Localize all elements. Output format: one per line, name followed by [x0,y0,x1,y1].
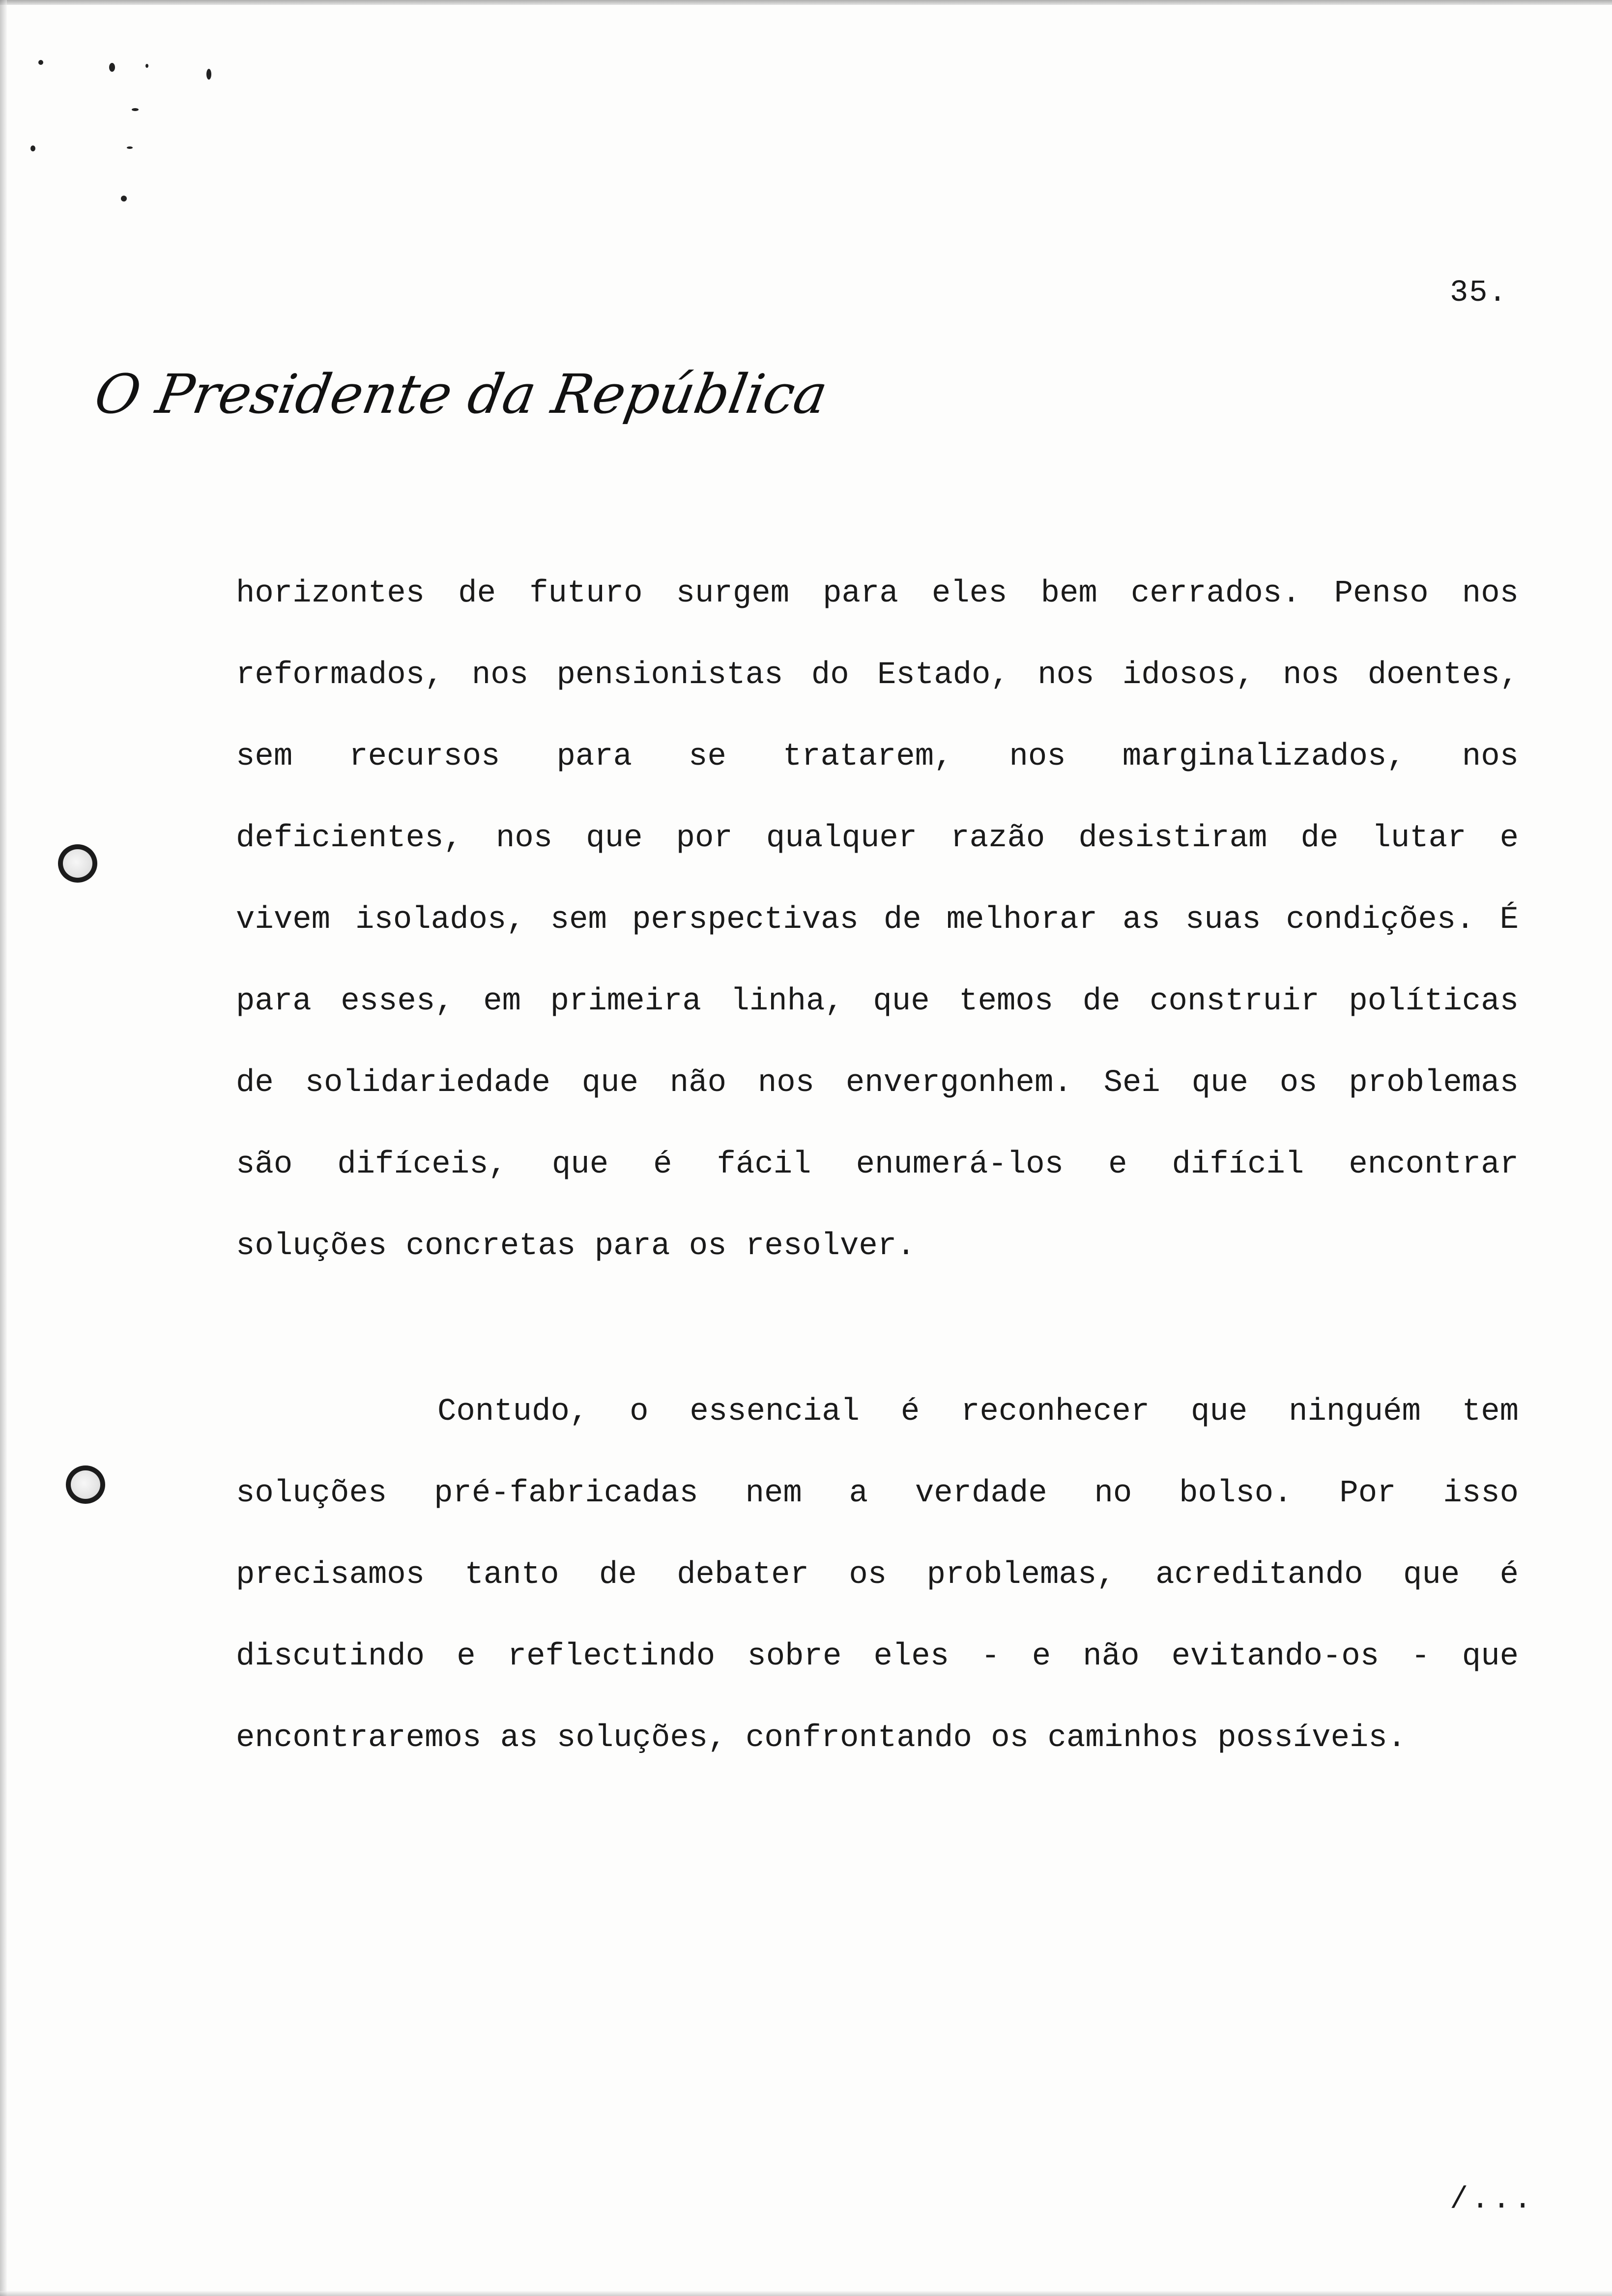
page-number: 35. [1450,275,1508,310]
text-line: para esses, em primeira linha, que temos de construir políticas [236,984,1519,1019]
text-line: de solidariedade que não nos envergonhem. Sei que os problemas [236,1065,1519,1101]
scan-speck [145,64,148,68]
text-line: discutindo e reflectindo sobre eles - e não evitando-os - que [236,1639,1519,1674]
scan-speck [38,60,43,65]
punch-hole [58,844,97,883]
paragraph-2 [236,1371,1519,1779]
text-line: Contudo, o essencial é reconhecer que ninguém tem [437,1394,1519,1430]
text-line: horizontes de futuro surgem para eles bem cerrados. Penso nos [236,576,1519,611]
scan-edge-bottom [0,2291,1612,2296]
text-line: vivem isolados, sem perspectivas de melhorar as suas condições. É [236,902,1519,938]
text-line: soluções concretas para os resolver. [236,1229,916,1264]
text-line: encontraremos as soluções, confrontando os caminhos possíveis. [236,1721,1407,1756]
continuation-marker: /... [1450,2182,1535,2217]
scan-edge-top [0,0,1612,5]
text-line: precisamos tanto de debater os problemas, acreditando que é [236,1557,1519,1593]
punch-hole [66,1465,105,1504]
letterhead-text: O Presidente da República [90,363,832,426]
text-line: são difíceis, que é fácil enumerá-los e difícil encontrar [236,1147,1519,1182]
text-line: soluções pré-fabricadas nem a verdade no bolso. Por isso [236,1476,1519,1511]
scan-speck [30,145,35,151]
scan-edge-left [0,0,7,2296]
scan-speck [127,146,133,149]
scan-speck [132,108,139,111]
text-line: reformados, nos pensionistas do Estado, nos idosos, nos doentes, [236,658,1519,693]
text-line: sem recursos para se tratarem, nos marginalizados, nos [236,739,1519,775]
scan-speck [206,69,211,80]
letterhead-signature [90,351,832,440]
scan-speck [109,63,115,72]
scan-speck [121,196,127,201]
paragraph-1 [236,553,1519,1287]
text-line: deficientes, nos que por qualquer razão desistiram de lutar e [236,821,1519,856]
